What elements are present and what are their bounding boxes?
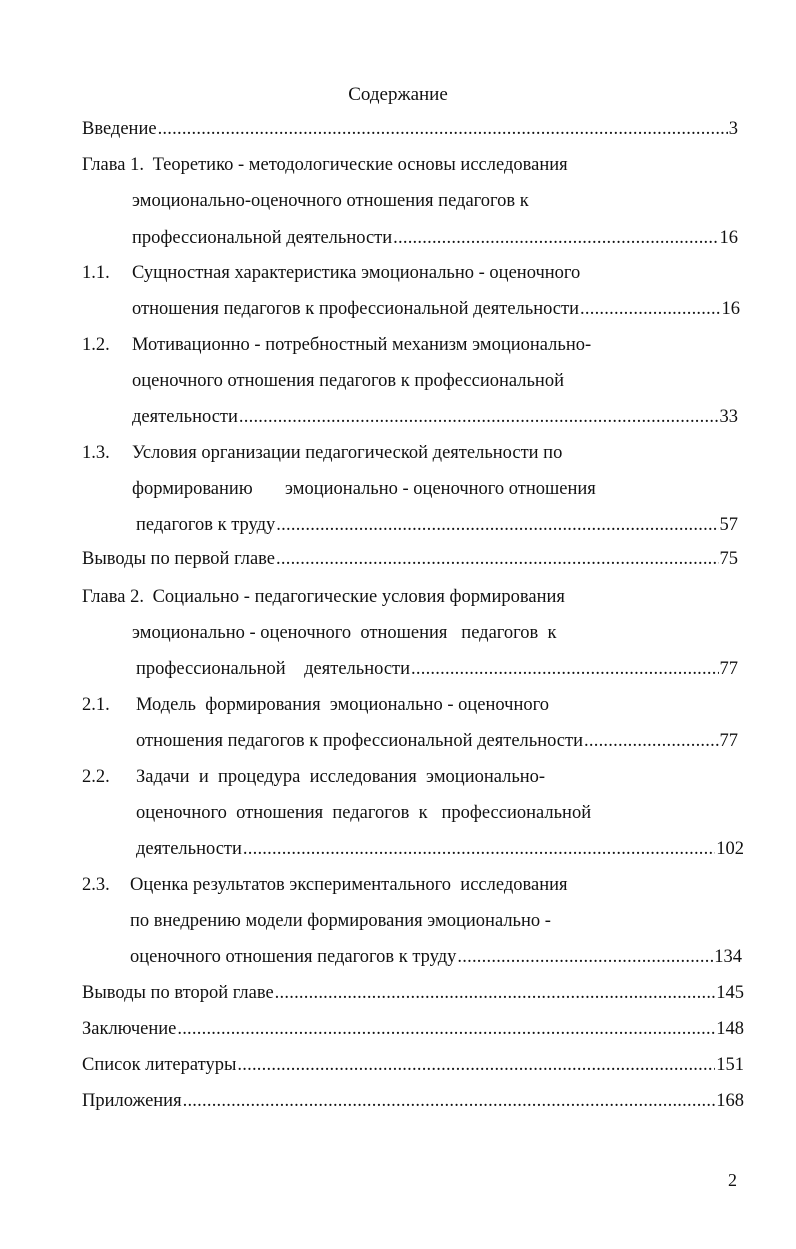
section-title-line: отношения педагогов к профессиональной деятельности — [136, 731, 584, 751]
section-title-line: оценочного отношения педагогов к профессиональной — [132, 371, 564, 391]
leader-dots — [237, 1054, 715, 1076]
section-number: 1.2. — [82, 335, 110, 355]
toc-entry-title: Выводы по первой главе — [82, 549, 276, 569]
section-title-line: оценочного отношения педагогов к профессиональной — [136, 803, 592, 823]
toc-page-number: 3 — [728, 119, 738, 139]
toc-entry-title: Приложения — [82, 1091, 182, 1111]
leader-dots — [276, 514, 718, 536]
toc-entry-references[interactable] — [82, 1054, 744, 1076]
toc-entry-appendix[interactable] — [82, 1090, 744, 1112]
leader-dots — [243, 838, 715, 860]
leader-dots — [580, 298, 720, 320]
leader-dots — [276, 548, 718, 570]
toc-entry-title: Заключение — [82, 1019, 177, 1039]
section-number: 2.1. — [82, 695, 110, 715]
page-number: 2 — [728, 1170, 737, 1190]
leader-dots — [158, 118, 728, 140]
toc-chapter-2[interactable] — [82, 586, 565, 608]
leader-dots — [411, 658, 718, 680]
section-title-line: отношения педагогов к профессиональной деятельности — [132, 299, 580, 319]
toc-entry-intro[interactable] — [82, 118, 738, 140]
section-title-line[interactable]: Условия организации педагогической деятельности по — [132, 443, 563, 463]
leader-dots — [239, 406, 719, 428]
section-title-line: по внедрению модели формирования эмоционально - — [130, 911, 551, 931]
chapter-title-line: эмоционально - оценочного отношения педагогов к — [132, 623, 557, 643]
toc-section-1-1[interactable] — [132, 298, 740, 320]
section-title-line: деятельности — [136, 839, 242, 859]
toc-section-2-3[interactable] — [130, 946, 742, 968]
toc-entry-conclusion[interactable] — [82, 1018, 744, 1040]
section-title-line: педагогов к труду — [136, 515, 276, 535]
leader-dots — [457, 946, 713, 968]
leader-dots — [183, 1090, 716, 1112]
toc-page-number: 134 — [714, 947, 742, 967]
toc-chapter-1-last[interactable] — [132, 227, 738, 249]
toc-chapter-1[interactable] — [82, 154, 568, 176]
toc-section-1-3[interactable] — [136, 514, 738, 536]
section-title-line[interactable]: Мотивационно - потребностный механизм эмоционально- — [132, 335, 592, 355]
toc-section-1-2[interactable] — [132, 406, 738, 428]
section-title-line[interactable]: Сущностная характеристика эмоционально - оценочного — [132, 263, 581, 283]
toc-entry-conclusions-1[interactable] — [82, 548, 738, 570]
section-title-line: оценочного отношения педагогов к труду — [130, 947, 457, 967]
chapter-title-line: Социально - педагогические условия формирования — [152, 587, 565, 607]
section-title-line[interactable]: Модель формирования эмоционально - оценочного — [136, 695, 549, 715]
toc-section-2-2[interactable] — [136, 838, 744, 860]
chapter-prefix: Глава 1. — [82, 155, 144, 175]
section-number: 1.3. — [82, 443, 110, 463]
section-title-line[interactable]: Задачи и процедура исследования эмоционально- — [136, 767, 546, 787]
leader-dots — [177, 1018, 715, 1040]
chapter-title-line: профессиональной деятельности — [136, 659, 411, 679]
toc-entry-title: Выводы по второй главе — [82, 983, 274, 1003]
toc-title: Содержание — [348, 84, 448, 105]
toc-entry-title: Введение — [82, 119, 157, 139]
leader-dots — [275, 982, 716, 1004]
section-title-line: деятельности — [132, 407, 238, 427]
toc-page-number: 168 — [716, 1091, 744, 1111]
toc-section-2-1[interactable] — [136, 730, 738, 752]
toc-page-number: 75 — [719, 549, 738, 569]
toc-page-number: 16 — [719, 228, 738, 248]
toc-page-number: 16 — [721, 299, 740, 319]
toc-page-number: 57 — [719, 515, 738, 535]
toc-page-number: 151 — [716, 1055, 744, 1075]
section-number: 2.2. — [82, 767, 110, 787]
toc-page-number: 102 — [716, 839, 744, 859]
toc-entry-conclusions-2[interactable] — [82, 982, 744, 1004]
toc-page-number: 33 — [719, 407, 738, 427]
chapter-prefix: Глава 2. — [82, 587, 144, 607]
toc-entry-title: Список литературы — [82, 1055, 237, 1075]
chapter-title-line: Теоретико - методологические основы исследования — [152, 155, 568, 175]
chapter-title-line: профессиональной деятельности — [132, 228, 393, 248]
chapter-title-line: эмоционально-оценочного отношения педагогов к — [132, 191, 529, 211]
toc-page-number: 77 — [719, 731, 738, 751]
toc-page-number: 145 — [716, 983, 744, 1003]
section-number: 2.3. — [82, 875, 110, 895]
section-title-line: формированию эмоционально - оценочного отношения — [132, 479, 596, 499]
leader-dots — [584, 730, 718, 752]
toc-page-number: 148 — [716, 1019, 744, 1039]
section-title-line[interactable]: Оценка результатов экспериментального исследования — [130, 875, 568, 895]
section-number: 1.1. — [82, 263, 110, 283]
toc-page-number: 77 — [719, 659, 738, 679]
leader-dots — [393, 227, 718, 249]
toc-chapter-2-last[interactable] — [136, 658, 738, 680]
